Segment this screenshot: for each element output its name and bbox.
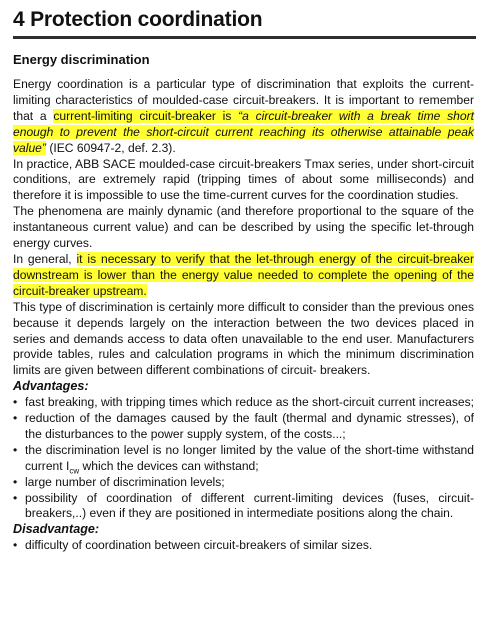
list-item-text: reduction of the damages caused by the fault (thermal and dynamic stresses), of the disturbances to the power supply system, of the costs...; xyxy=(25,411,474,441)
iec-reference: (IEC 60947-2, def. 2.3). xyxy=(45,140,176,155)
list-item xyxy=(13,395,474,411)
paragraph-3: The phenomena are mainly dynamic (and therefore proportional to the square of the instantaneous current value) and can be described by using the specific let-through energy curves. xyxy=(13,204,474,251)
paragraph-5: This type of discrimination is certainly more difficult to consider than the previous ones because it depends largely on the interaction between the two devices placed in series and demands access to data often unavailable to the end user. Manufacturers provide tables, rules and calculation programs in which the minimum discrimination limits are given between different combinations of circuit- breakers. xyxy=(13,299,474,378)
advantages-label: Advantages: xyxy=(13,379,89,394)
paragraph-1 xyxy=(13,77,474,157)
list-item-text: possibility of coordination of different current-limiting devices (fuses, circuit-breakers,..) even if they are positioned in intermediate positions along the chain. xyxy=(25,490,474,521)
bullet-icon: • xyxy=(13,442,18,457)
paragraph-2: In practice, ABB SACE moulded-case circuit-breakers Tmax series, under short-circuit conditions, are extremely rapid (tripping times of about some milliseconds) and therefore it is impossible to use the time-current curves for the coordination studies. xyxy=(13,156,474,203)
list-item xyxy=(13,475,474,491)
bullet-icon: • xyxy=(13,395,18,410)
list-item xyxy=(13,538,474,554)
list-item-text: fast breaking, with tripping times which reduce as the short-circuit current increases; xyxy=(25,395,475,410)
body-text xyxy=(13,77,474,554)
advantages-list xyxy=(13,395,474,522)
list-item-text: large number of discrimination levels; xyxy=(25,474,225,489)
list-item-text: which the devices can withstand; xyxy=(79,458,259,473)
bullet-icon: • xyxy=(13,490,18,505)
subscript-cw: cw xyxy=(69,466,80,476)
disadvantage-list xyxy=(13,538,474,554)
highlight-term: current-limiting circuit-breaker is xyxy=(53,108,239,123)
list-item xyxy=(13,411,474,443)
section-title: 4 Protection coordination xyxy=(13,8,263,31)
highlight-energy-check: it is necessary to verify that the let-through energy of the circuit-breaker downstream is lower than the energy value needed to complete the opening of the circuit-breaker upstream. xyxy=(13,251,474,298)
bullet-icon: • xyxy=(13,538,18,553)
list-item-text: the discrimination level is no longer limited by the value of the short-time withstand current I xyxy=(25,442,474,473)
list-item xyxy=(13,491,474,523)
bullet-icon: • xyxy=(13,411,18,426)
iec-definition-quote: “a circuit-breaker with a break time short enough to prevent the short-circuit current reaching its otherwise attainable peak value” xyxy=(13,108,474,155)
disadvantage-label: Disadvantage: xyxy=(13,522,100,537)
list-item xyxy=(13,443,474,475)
list-item-text: difficulty of coordination between circuit-breakers of similar sizes. xyxy=(25,538,373,553)
bullet-icon: • xyxy=(13,474,18,489)
paragraph-4-lead: In general, xyxy=(13,251,77,266)
paragraph-4 xyxy=(13,252,474,300)
title-underline xyxy=(13,36,476,39)
subheading: Energy discrimination xyxy=(13,52,150,67)
paragraph-1-text: Energy coordination is a particular type of discrimination that exploits the current-limiting characteristics of moulded-case circuit-breakers. It is important to remember that a xyxy=(13,77,474,123)
